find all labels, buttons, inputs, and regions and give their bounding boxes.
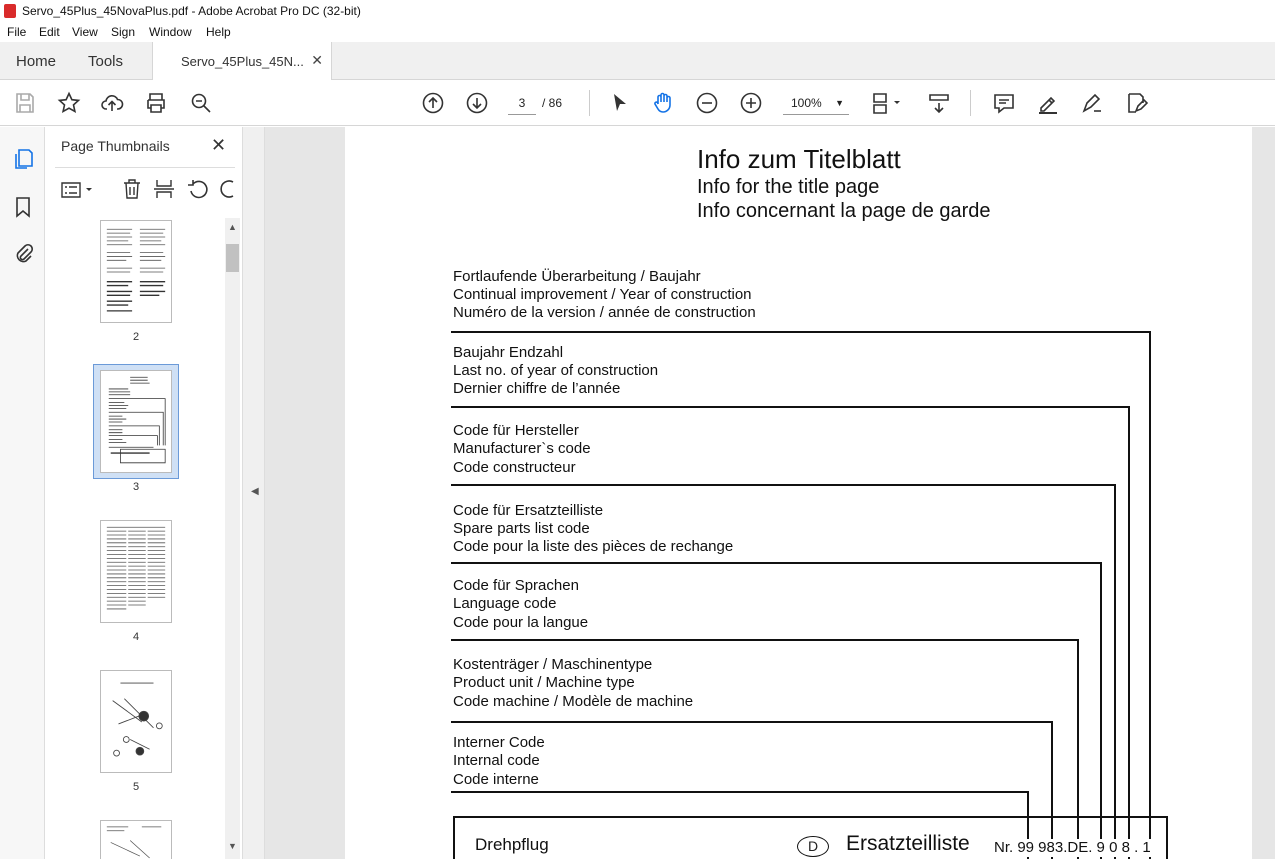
tab-bar	[0, 42, 1275, 80]
doc-title-de: Info zum Titelblatt	[697, 144, 901, 174]
options-menu-icon[interactable]	[61, 180, 95, 200]
window-title: Servo_45Plus_45NovaPlus.pdf - Adobe Acrobat Pro DC (32-bit)	[22, 4, 361, 18]
scroll-mode-icon[interactable]	[927, 91, 951, 115]
delete-icon[interactable]	[121, 178, 143, 200]
zoom-in-icon[interactable]	[739, 91, 763, 115]
section-line: Interner Code	[453, 734, 545, 751]
section-line: Numéro de la version / année de construction	[453, 304, 756, 321]
zoom-level-value: 100%	[791, 96, 822, 110]
title-bar	[0, 0, 1275, 22]
thumbnails-scrollbar[interactable]	[225, 218, 240, 859]
page-total: / 86	[542, 96, 563, 110]
section-line: Code für Ersatzteilliste	[453, 502, 604, 519]
save-icon[interactable]	[13, 91, 37, 115]
hand-tool-icon[interactable]	[651, 91, 675, 115]
menu-window[interactable]: Window	[149, 25, 192, 39]
leader-line	[451, 406, 1130, 408]
leader-line	[1100, 562, 1102, 859]
close-tab-icon[interactable]: ✕	[311, 52, 323, 68]
zoom-search-icon[interactable]	[189, 91, 213, 115]
language-badge: D	[797, 836, 829, 857]
menu-file[interactable]: File	[7, 25, 27, 39]
section-line: Code für Sprachen	[453, 577, 579, 594]
thumbnails-panel	[45, 127, 243, 859]
section-line: Manufacturer`s code	[453, 440, 591, 457]
previous-page-icon[interactable]	[421, 91, 445, 115]
toolbar	[0, 80, 1275, 126]
thumbnail-label: 5	[132, 781, 140, 793]
thumbnail-page-5[interactable]	[100, 670, 172, 773]
tab-document-label: Servo_45Plus_45N...	[181, 54, 304, 69]
page-number-input[interactable]: 3	[508, 93, 536, 115]
divider	[589, 90, 590, 116]
menu-bar	[0, 22, 1275, 42]
tab-document[interactable]	[152, 42, 332, 81]
bookmarks-icon[interactable]	[11, 195, 35, 219]
section-line: Product unit / Machine type	[453, 674, 635, 691]
leader-line	[1128, 406, 1130, 859]
section-line: Baujahr Endzahl	[453, 344, 564, 361]
highlight-pen-icon[interactable]	[1036, 91, 1060, 115]
fill-sign-icon[interactable]	[1124, 91, 1148, 115]
rotate-left-icon[interactable]	[187, 178, 209, 200]
section-line: Code pour la langue	[453, 614, 589, 631]
title-box-middle: Ersatzteilliste	[846, 832, 970, 855]
section-line: Fortlaufende Überarbeitung / Baujahr	[453, 268, 701, 285]
thumbnail-label: 2	[132, 331, 140, 343]
select-cursor-icon[interactable]	[608, 91, 632, 115]
chevron-down-icon: ▼	[835, 98, 844, 108]
panel-title: Page Thumbnails	[61, 138, 170, 154]
tab-home[interactable]: Home	[16, 53, 57, 70]
extract-pages-icon[interactable]	[153, 178, 175, 200]
thumbnail-page-4[interactable]	[100, 520, 172, 623]
section-line: Dernier chiffre de l’année	[453, 380, 621, 397]
thumbnail-label: 3	[132, 481, 140, 493]
zoom-level-select[interactable]	[783, 93, 849, 115]
zoom-out-icon[interactable]	[695, 91, 719, 115]
doc-title-fr: Info concernant la page de garde	[697, 200, 991, 222]
leader-line	[1114, 484, 1116, 859]
rotate-right-icon[interactable]	[219, 178, 235, 200]
next-page-icon[interactable]	[465, 91, 489, 115]
attachments-icon[interactable]	[11, 241, 35, 265]
draw-pen-icon[interactable]	[1080, 91, 1104, 115]
thumbnail-label: 4	[132, 631, 140, 643]
tab-tools[interactable]: Tools	[88, 53, 124, 70]
leader-line	[451, 639, 1079, 641]
title-box-number: Nr. 99 983.DE. 9 0 8 . 1	[994, 839, 1151, 856]
pdf-file-icon	[4, 4, 16, 18]
divider	[970, 90, 971, 116]
leader-line	[451, 331, 1151, 333]
section-line: Kostenträger / Maschinentype	[453, 656, 653, 673]
leader-line	[1149, 331, 1151, 859]
upload-cloud-icon[interactable]	[100, 91, 124, 115]
print-icon[interactable]	[144, 91, 168, 115]
bookmark-star-icon[interactable]	[57, 91, 81, 115]
page-thumbnails-icon[interactable]	[11, 147, 35, 171]
doc-title-en: Info for the title page	[697, 176, 880, 198]
chevron-left-icon[interactable]: ◀	[251, 486, 259, 497]
menu-edit[interactable]: Edit	[39, 25, 60, 39]
leader-line	[451, 562, 1102, 564]
title-box-left: Drehpflug	[475, 835, 549, 854]
thumbnail-page-3[interactable]	[100, 370, 172, 473]
left-rail	[0, 127, 45, 859]
close-panel-icon[interactable]: ✕	[211, 135, 227, 155]
comment-icon[interactable]	[992, 91, 1016, 115]
divider	[55, 167, 235, 168]
thumbnail-page-6[interactable]	[100, 820, 172, 859]
scrollbar-thumb[interactable]	[226, 244, 239, 272]
thumbnail-page-2[interactable]	[100, 220, 172, 323]
section-line: Code für Hersteller	[453, 422, 579, 439]
section-line: Internal code	[453, 752, 540, 769]
section-line: Last no. of year of construction	[453, 362, 659, 379]
menu-help[interactable]: Help	[206, 25, 231, 39]
section-line: Code interne	[453, 771, 539, 788]
leader-line	[451, 484, 1116, 486]
section-line: Code machine / Modèle de machine	[453, 693, 694, 710]
page-layout-icon[interactable]	[870, 91, 904, 115]
pdf-page	[345, 127, 1252, 859]
scroll-down-icon[interactable]: ▼	[228, 841, 237, 851]
section-line: Code constructeur	[453, 459, 576, 476]
menu-view[interactable]: View	[72, 25, 98, 39]
section-line: Code pour la liste des pièces de rechange	[453, 538, 734, 555]
menu-sign[interactable]: Sign	[111, 25, 136, 39]
section-line: Language code	[453, 595, 557, 612]
panel-collapse-handle[interactable]	[243, 127, 265, 859]
section-line: Continual improvement / Year of construction	[453, 286, 752, 303]
section-line: Spare parts list code	[453, 520, 590, 537]
leader-line	[451, 721, 1053, 723]
leader-line	[451, 791, 1029, 793]
scroll-up-icon[interactable]: ▲	[228, 222, 237, 232]
